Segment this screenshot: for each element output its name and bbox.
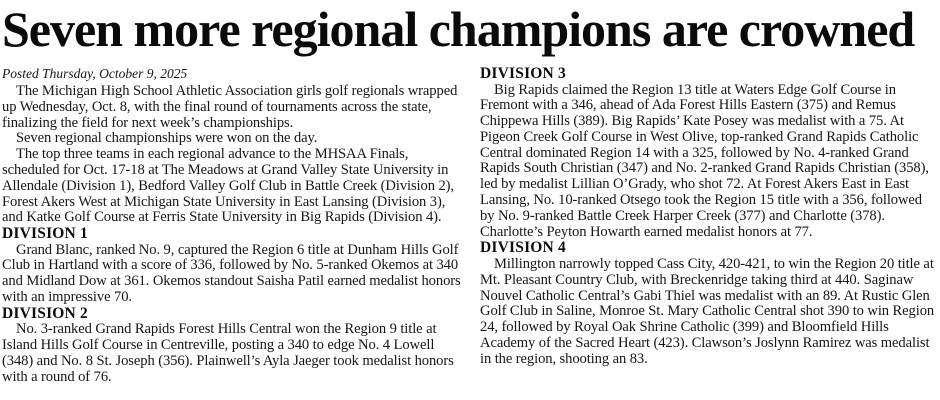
- intro-paragraph-1: The Michigan High School Athletic Association girls golf regionals wrapped up Wednesday, Oct. 8, with the final round of tournaments across the state, finalizing the field for next week’s championships.: [2, 83, 458, 131]
- article-columns: [2, 66, 938, 386]
- division-1-paragraph: Grand Blanc, ranked No. 9, captured the Region 6 title at Dunham Hills Golf Club in Hartland with a score of 336, followed by No. 5-ranked Okemos at 340 and Midland Dow at 361. Okemos standout Saisha Patil earned medalist honors with an impressive 70.: [2, 241, 461, 306]
- section-heading-division-2: DIVISION 2: [2, 304, 88, 322]
- headline: Seven more regional champions are crowned: [2, 1, 915, 57]
- section-heading-division-1: DIVISION 1: [2, 225, 88, 243]
- intro-paragraph-3: The top three teams in each regional advance to the MHSAA Finals, scheduled for Oct. 17-18 at The Meadows at Grand Valley State University in Allendale (Division 1), Bedford Valley Golf Club in Battle Creek (Division 2), Forest Akers West at Michigan State University in East Lansing (Division 3), and Katke Golf Course at Ferris State University in Big Rapids (Division 4).: [2, 146, 454, 226]
- left-column: [2, 66, 461, 386]
- division-2-paragraph: No. 3-ranked Grand Rapids Forest Hills Central won the Region 9 title at Island Hills Golf Course in Centreville, posting a 340 to edge No. 4 Lowell (348) and No. 8 St. Joseph (356). Plainwell’s Ayla Jaeger took medalist honors with a round of 76.: [2, 321, 454, 385]
- division-4-paragraph: Millington narrowly topped Cass City, 420-421, to win the Region 20 title at Mt. Pleasant Country Club, with Breckenridge taking third at 440. Saginaw Nouvel Catholic Central’s Gabi Thiel was medalist with an 89. At Rustic Glen Golf Club in Saline, Monroe St. Mary Catholic Central shot 390 to win Region 24, followed by Royal Oak Shrine Catholic (399) and Bloomfield Hills Academy of the Sacred Heart (423). Clawson’s Joslynn Ramirez was medalist in the region, shooting an 83.: [480, 255, 935, 367]
- intro-paragraph-2: Seven regional championships were won on the day.: [16, 130, 318, 147]
- right-column: [480, 66, 939, 386]
- division-3-paragraph: Big Rapids claimed the Region 13 title at Waters Edge Golf Course in Fremont with a 346, ahead of Ada Forest Hills Eastern (375) and Remus Chippewa Hills (389). Big Rapids’ Kate Posey was medalist with a 75. At Pigeon Creek Golf Course in West Olive, top-ranked Grand Rapids Catholic Central dominated Region 14 with a 325, followed by No. 4-ranked Grand Rapids South Christian (347) and No. 2-ranked Grand Rapids Christian (358), led by medalist Lillian O’Grady, who shot 72. At Forest Akers East in East Lansing, No. 10-ranked Otsego took the Region 15 title with a 356, followed by No. 9-ranked Battle Creek Harper Creek (377) and Charlotte (378). Charlotte’s Peyton Howarth earned medalist honors at 77.: [480, 81, 929, 240]
- dateline: Posted Thursday, October 9, 2025: [2, 66, 188, 81]
- section-heading-division-3: DIVISION 3: [480, 65, 566, 82]
- section-heading-division-4: DIVISION 4: [480, 239, 566, 257]
